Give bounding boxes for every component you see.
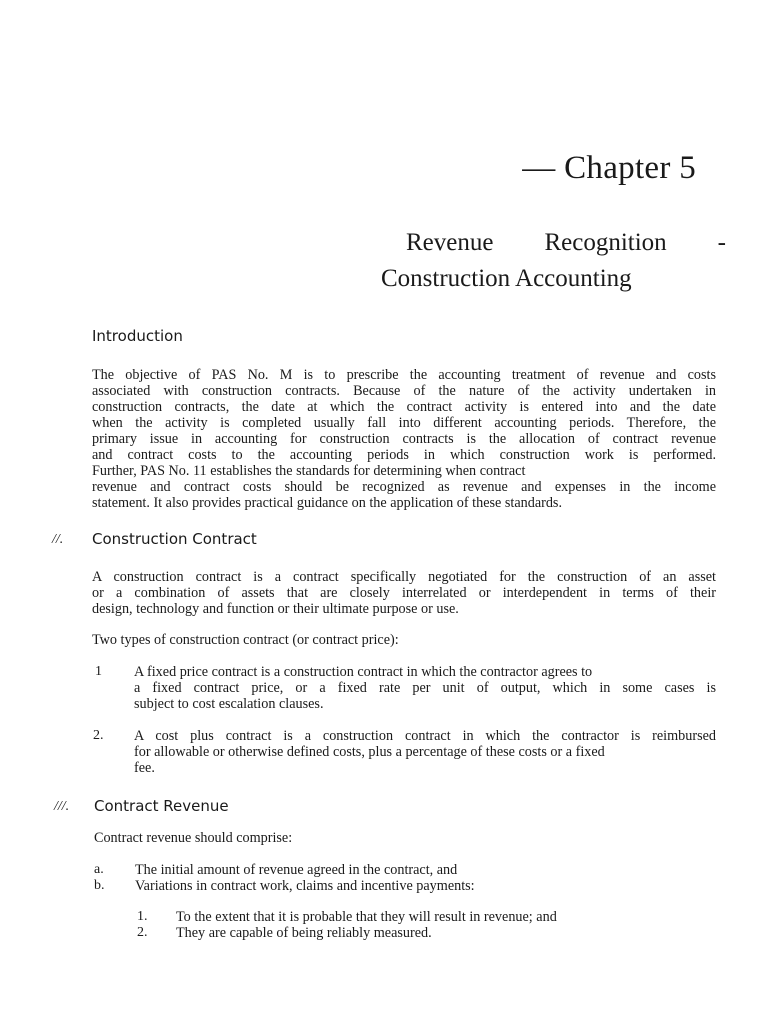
section-heading-introduction: Introduction: [92, 327, 183, 345]
paragraph-line: primary issue in accounting for construction contracts is the allocation of contract revenue: [92, 431, 716, 447]
paragraph-line: when the activity is completed usually fall into different accounting periods. Therefore, the: [92, 415, 716, 431]
list-number: 2.: [93, 728, 104, 743]
list-letter: a.: [94, 862, 104, 877]
item-line: for allowable or otherwise defined costs, plus a percentage of these costs or a fixed: [134, 744, 605, 760]
section-numeral-3: ///.: [54, 799, 70, 814]
paragraph-line: design, technology and function or their ultimate purpose or use.: [92, 601, 459, 617]
paragraph-line: Further, PAS No. 11 establishes the standards for determining when contract: [92, 463, 526, 479]
item-line: a fixed contract price, or a fixed rate per unit of output, which in some cases is: [134, 680, 716, 696]
document-title-line-1: Revenue Recognition -: [406, 229, 726, 256]
introduction-paragraph: [92, 367, 716, 511]
sublist-number: 1.: [137, 909, 148, 924]
item-line: fee.: [134, 760, 155, 776]
sublist-item-reliably-measured: They are capable of being reliably measured.: [176, 925, 432, 941]
paragraph-line: associated with construction contracts. Because of the nature of the activity undertaken in: [92, 383, 716, 399]
paragraph-line: statement. It also provides practical guidance on the application of these standards.: [92, 495, 563, 511]
paragraph-line: construction contracts, the date at which the contract activity is entered into and the date: [92, 399, 716, 415]
document-title-line-2: Construction Accounting: [381, 265, 632, 292]
contract-revenue-intro: Contract revenue should comprise:: [94, 830, 293, 846]
paragraph-line: The objective of PAS No. M is to prescribe the accounting treatment of revenue and costs: [92, 367, 716, 383]
item-line: A cost plus contract is a construction contract in which the contractor is reimbursed: [134, 728, 716, 744]
sublist-number: 2.: [137, 925, 148, 940]
sublist-item-probable-revenue: To the extent that it is probable that they will result in revenue; and: [176, 909, 557, 925]
item-line: subject to cost escalation clauses.: [134, 696, 324, 712]
section-heading-contract-revenue: Contract Revenue: [94, 797, 229, 815]
contract-types-intro: Two types of construction contract (or contract price):: [92, 632, 399, 648]
paragraph-line: and contract costs to the accounting periods in which construction work is performed.: [92, 447, 716, 463]
item-line: A fixed price contract is a construction contract in which the contractor agrees to: [134, 664, 593, 680]
paragraph-line: or a combination of assets that are closely interrelated or interdependent in terms of their: [92, 585, 716, 601]
list-item-fixed-price: [134, 664, 716, 712]
section-heading-construction-contract: Construction Contract: [92, 530, 257, 548]
paragraph-line: revenue and contract costs should be recognized as revenue and expenses in the income: [92, 479, 716, 495]
paragraph-line: A construction contract is a contract specifically negotiated for the construction of an asset: [92, 569, 716, 585]
list-item-initial-revenue: The initial amount of revenue agreed in the contract, and: [135, 862, 458, 878]
list-letter: b.: [94, 878, 105, 893]
chapter-title: — Chapter 5: [522, 150, 696, 186]
list-item-cost-plus: [134, 728, 716, 776]
list-item-variations: Variations in contract work, claims and incentive payments:: [135, 878, 475, 894]
list-number: 1: [95, 664, 102, 679]
construction-contract-paragraph: [92, 569, 716, 617]
section-numeral-2: //.: [52, 532, 64, 547]
